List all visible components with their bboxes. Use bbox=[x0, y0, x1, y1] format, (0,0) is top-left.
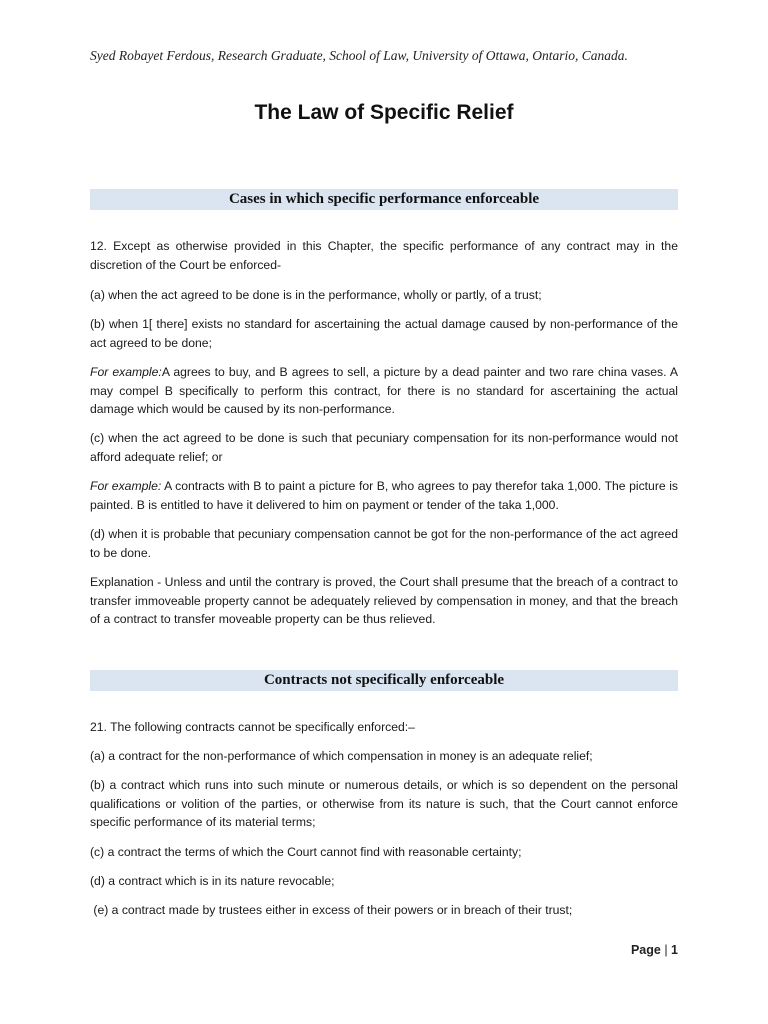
example-1-label: For example: bbox=[90, 365, 162, 379]
document-title: The Law of Specific Relief bbox=[254, 101, 514, 124]
clause-21-a: (a) a contract for the non-performance of which compensation in money is an adequate relief; bbox=[90, 749, 593, 763]
clause-12-c: (c) when the act agreed to be done is such that pecuniary compensation for its non-performance would not afford adequate relief; or bbox=[90, 431, 678, 464]
page-separator: | bbox=[660, 943, 672, 957]
example-2 bbox=[90, 477, 678, 514]
example-1-text: A agrees to buy, and B agrees to sell, a picture by a dead painter and two rare china vases. A may compel B specifically to perform this contract, for there is no standard for ascertaining the actual damage which would be caused by its non-performance. bbox=[90, 365, 678, 416]
clause-12-a: (a) when the act agreed to be done is in the performance, wholly or partly, of a trust; bbox=[90, 288, 542, 302]
explanation: Explanation - Unless and until the contrary is proved, the Court shall presume that the breach of a contract to transfer immoveable property cannot be adequately relieved by compensation in money, and that the breach of a contract to transfer moveable property can be thus relieved. bbox=[90, 575, 678, 626]
example-2-label: For example: bbox=[90, 479, 162, 493]
clause-21-d: (d) a contract which is in its nature revocable; bbox=[90, 874, 335, 888]
clause-21-c: (c) a contract the terms of which the Court cannot find with reasonable certainty; bbox=[90, 845, 522, 859]
paragraph-12: 12. Except as otherwise provided in this Chapter, the specific performance of any contract may in the discretion of the Court be enforced- bbox=[90, 239, 678, 272]
paragraph-21: 21. The following contracts cannot be specifically enforced:– bbox=[90, 720, 415, 734]
clause-21-b: (b) a contract which runs into such minute or numerous details, or which is so dependent on the personal qualifications or volition of the parties, or otherwise from its nature is such, that the Court cannot enforce specific performance of its material terms; bbox=[90, 778, 678, 829]
example-1 bbox=[90, 363, 678, 419]
page-footer bbox=[631, 943, 678, 957]
page-label: Page bbox=[630, 943, 661, 957]
page-number: 1 bbox=[671, 943, 678, 957]
example-2-text: A contracts with B to paint a picture for B, who agrees to pay therefor taka 1,000. The picture is painted. B is entitled to have it delivered to him on payment or tender of the taka 1,000. bbox=[90, 479, 678, 512]
clause-12-d: (d) when it is probable that pecuniary compensation cannot be got for the non-performance of the act agreed to be done. bbox=[90, 527, 678, 560]
section-heading-not-enforceable: Contracts not specifically enforceable bbox=[90, 670, 678, 691]
section-heading-enforceable: Cases in which specific performance enforceable bbox=[90, 189, 678, 210]
author-line: Syed Robayet Ferdous, Research Graduate, School of Law, University of Ottawa, Ontario, Canada. bbox=[90, 48, 628, 63]
clause-12-b: (b) when 1[ there] exists no standard for ascertaining the actual damage caused by non-performance of the act agreed to be done; bbox=[90, 317, 678, 350]
clause-21-e: (e) a contract made by trustees either in excess of their powers or in breach of their trust; bbox=[90, 903, 573, 917]
